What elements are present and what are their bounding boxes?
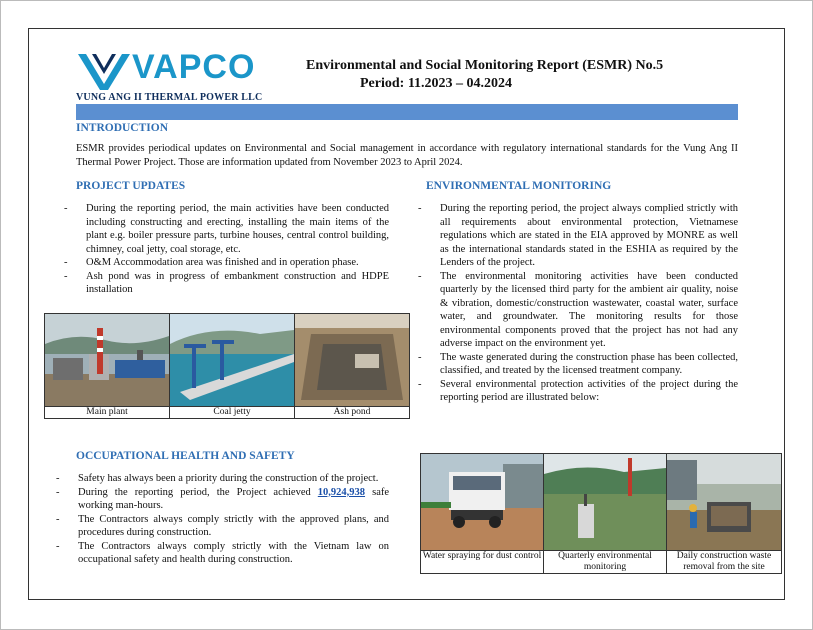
project-updates-list [64,202,389,297]
photo-caption: Coal jetty [170,407,295,419]
list-text: During the reporting period, the Project achieved [78,486,318,498]
project-updates-heading: PROJECT UPDATES [76,180,186,192]
photo-cell [544,454,667,551]
list-item: - The Contractors always comply strictly with the Vietnam law on occupational safety and health during construction. [56,540,389,567]
photo-caption: Quarterly environmental monitoring [544,551,667,574]
list-item: - Safety has always been a priority during the construction of the project. [56,472,389,486]
list-item: - Ash pond was in progress of embankment construction and HDPE installation [64,270,389,297]
ohs-list [56,472,389,567]
report-title: Environmental and Social Monitoring Report (ESMR) No.5 [306,58,664,73]
introduction-text: ESMR provides periodical updates on Environmental and Social management in accordance with regulatory international standards for the Vung Ang II Thermal Power Project. Those are information updated from November 2023 to April 2024. [76,143,738,168]
environmental-monitoring-photo [544,454,666,550]
photo-cell [667,454,782,551]
environmental-photos-table [420,453,782,574]
list-item: - During the reporting period, the main activities have been conducted including constructing and erecting, installing the main items of the plant e.g. boiler pressure parts, turbine houses, central control building, chimney, coal jetty, coal storage, etc. [64,202,389,256]
photo-caption: Main plant [45,407,170,419]
photo-cell [170,314,295,407]
ash-pond-photo [295,314,409,406]
environmental-heading: ENVIRONMENTAL MONITORING [426,180,612,192]
photo-caption: Water spraying for dust control [421,551,544,574]
project-photos-table [44,313,410,419]
list-item: - The environmental monitoring activities have been conducted quarterly by the licensed third party for the ambient air quality, noise & vibration, domestic/construction wastewater, coastal water, surface water, and groundwater. The monitoring results for those environmental components proved that the project has not had any adverse impact on the environment yet. [418,270,738,351]
photo-cell [421,454,544,551]
waste-removal-photo [667,454,781,550]
safe-manhours-value: 10,924,938 [317,486,366,498]
vapco-logo-mark-icon [78,52,130,92]
logo-wordmark: VAPCO [132,48,256,86]
list-item [56,486,389,513]
photo-cell [45,314,170,407]
list-item: - The Contractors always comply strictly with the approved plans, and procedures during construction. [56,513,389,540]
report-period: Period: 11.2023 – 04.2024 [360,76,513,91]
list-item: - Several environmental protection activities of the project during the reporting period are illustrated below: [418,378,738,405]
environmental-list [418,202,738,405]
main-plant-photo [45,314,169,406]
photo-caption: Ash pond [295,407,410,419]
list-text: safe working man-hours. [78,486,390,511]
photo-cell [295,314,410,407]
introduction-heading: INTRODUCTION [76,122,169,134]
coal-jetty-photo [170,314,294,406]
header-divider-bar [76,104,738,120]
ohs-heading: OCCUPATIONAL HEALTH AND SAFETY [76,450,295,462]
list-item: - O&M Accommodation area was finished and in operation phase. [64,256,389,270]
photo-caption: Daily construction waste removal from the site [667,551,782,574]
list-item: - The waste generated during the construction phase has been collected, classified, and treated by the licensed treatment company. [418,351,738,378]
company-logo [78,48,256,97]
list-item: - During the reporting period, the project always complied strictly with all requirements about environmental protection, Vietnamese regulations which are stated in the EIA approved by MONRE as well as the international standards stated in the ESHIA as required by the Lenders of the project. [418,202,738,270]
water-spraying-photo [421,454,543,550]
company-name: VUNG ANG II THERMAL POWER LLC [76,92,263,103]
